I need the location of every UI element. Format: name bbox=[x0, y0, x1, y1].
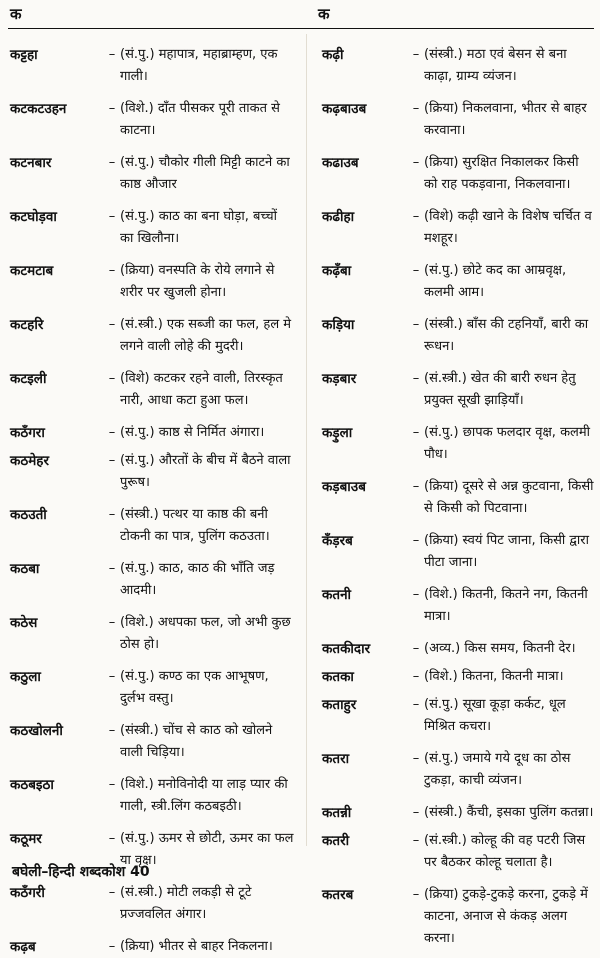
entry-dash: – bbox=[412, 155, 420, 170]
dictionary-entry bbox=[10, 882, 294, 926]
entry-dash: – bbox=[108, 669, 116, 684]
dictionary-entry bbox=[322, 368, 594, 412]
page-footer: बघेली–हिन्दी शब्दकोश 40 bbox=[12, 864, 150, 880]
entry-definition: (सं.स्त्री.) एक सब्जी का फल, हल मे लगने वाली लोहे की मुदरी। bbox=[120, 317, 292, 354]
entry-headword: कड़बार bbox=[322, 371, 357, 387]
entry-dash: – bbox=[412, 669, 420, 684]
right-column bbox=[322, 44, 594, 950]
entry-definition: (सं.पु.) काठ का बना घोड़ा, बच्चों का खिलौना। bbox=[120, 209, 277, 246]
entry-definition: (विशे.) दाँत पीसकर पूरी ताकत से काटना। bbox=[120, 101, 280, 138]
entry-headword: कठमेहर bbox=[10, 453, 49, 469]
entry-headword: कढ़ँबा bbox=[322, 263, 352, 279]
entry-headword: कठूमर bbox=[10, 831, 42, 847]
entry-headword: कताहुर bbox=[322, 697, 357, 713]
entry-definition: (विशे.) मनोविनोदी या लाड़ प्यार की गाली, स्त्री.लिंग कठबइठी। bbox=[120, 777, 288, 814]
entry-dash: – bbox=[412, 263, 420, 278]
entry-headword: कतन्नी bbox=[322, 805, 352, 821]
entry-dash: – bbox=[412, 371, 420, 386]
dictionary-entry bbox=[322, 530, 594, 574]
dictionary-entry bbox=[322, 748, 594, 792]
entry-dash: – bbox=[412, 587, 420, 602]
dictionary-entry bbox=[10, 720, 294, 764]
dictionary-entry bbox=[10, 206, 294, 250]
entry-headword: कठुला bbox=[10, 669, 41, 685]
entry-dash: – bbox=[412, 101, 420, 116]
dictionary-entry bbox=[322, 884, 594, 950]
entry-definition: (सं.स्त्री.) खेत की बारी रुधन हेतु प्रयुक्त सूखी झाड़ियाँ। bbox=[424, 371, 576, 408]
dictionary-entry bbox=[322, 422, 594, 466]
dictionary-entry bbox=[10, 98, 294, 142]
entry-headword: कटघोड़वा bbox=[10, 209, 57, 225]
page-header bbox=[0, 4, 600, 26]
entry-headword: कठबइठा bbox=[10, 777, 54, 793]
entry-headword: कतकीदार bbox=[322, 641, 371, 657]
header-rule bbox=[8, 28, 594, 29]
dictionary-entry bbox=[322, 666, 594, 688]
entry-dash: – bbox=[412, 887, 420, 902]
entry-definition: (सं.पु.) सूखा कूड़ा कर्कट, धूल मिश्रित कचरा। bbox=[424, 697, 566, 734]
dictionary-entry bbox=[10, 368, 294, 412]
entry-dash: – bbox=[108, 371, 116, 386]
entry-headword: कठेस bbox=[10, 615, 38, 631]
dictionary-entry bbox=[10, 314, 294, 358]
dictionary-entry bbox=[10, 612, 294, 656]
entry-definition: (विशे) कटकर रहने वाली, तिरस्कृत नारी, आधा कटा हुआ फल। bbox=[120, 371, 283, 408]
entry-headword: कँड़रब bbox=[322, 533, 353, 549]
entry-headword: कठउती bbox=[10, 507, 47, 523]
entry-dash: – bbox=[412, 425, 420, 440]
entry-definition: (विशे) कढ़ी खाने के विशेष चर्चित व मशहूर। bbox=[424, 209, 592, 246]
entry-headword: कतका bbox=[322, 669, 354, 685]
dictionary-entry bbox=[322, 206, 594, 250]
dictionary-entry bbox=[10, 774, 294, 818]
entry-definition: (क्रिया) टुकड़े-टुकड़े करना, टुकड़े में काटना, अनाज से कंकड़ अलग करना। bbox=[424, 887, 588, 946]
dictionary-entry bbox=[10, 558, 294, 602]
left-column bbox=[10, 44, 294, 958]
dictionary-entry bbox=[322, 476, 594, 520]
entry-dash: – bbox=[108, 101, 116, 116]
entry-headword: कठँगरा bbox=[10, 425, 45, 441]
entry-definition: (क्रिया) वनस्पति के रोये लगाने से शरीर पर खुजली होना। bbox=[120, 263, 275, 300]
entry-definition: (संस्त्री.) चोंच से काठ को खोलने वाली चिड़िया। bbox=[120, 723, 273, 760]
dictionary-entry bbox=[322, 44, 594, 88]
entry-headword: कटनबार bbox=[10, 155, 52, 171]
entry-dash: – bbox=[412, 833, 420, 848]
entry-headword: कड़बाउब bbox=[322, 479, 366, 495]
entry-definition: (सं.स्त्री.) कोल्हू की वह पटरी जिस पर बैठकर कोल्हू चलाता है। bbox=[424, 833, 586, 870]
entry-definition: (सं.पु.) छापक फलदार वृक्ष, कलमी पौध। bbox=[424, 425, 591, 462]
entry-definition: (सं.पु.) ऊमर से छोटी, ऊमर का फल या वृक्ष। bbox=[120, 831, 294, 868]
dictionary-entry bbox=[10, 422, 294, 444]
entry-dash: – bbox=[412, 209, 420, 224]
dictionary-entry bbox=[322, 638, 594, 660]
entry-dash: – bbox=[108, 777, 116, 792]
entry-headword: कट्टहा bbox=[10, 47, 38, 63]
dictionary-entry bbox=[10, 504, 294, 548]
entry-headword: कढ़ब bbox=[10, 939, 36, 955]
entry-definition: (सं.पु.) औरतों के बीच में बैठने वाला पुरूष। bbox=[120, 453, 291, 490]
entry-headword: कतरी bbox=[322, 833, 350, 849]
entry-definition: (सं.स्त्री.) मोटी लकड़ी से टूटे प्रज्जवलित अंगार। bbox=[120, 885, 252, 922]
entry-headword: कढाउब bbox=[322, 155, 359, 171]
entry-definition: (क्रिया) भीतर से बाहर निकलना। bbox=[120, 939, 273, 954]
dictionary-entry bbox=[322, 314, 594, 358]
dictionary-entry bbox=[322, 152, 594, 196]
entry-definition: (संस्त्री.) मठा एवं बेसन से बना काढ़ा, ग्राम्य व्यंजन। bbox=[424, 47, 567, 84]
entry-definition: (विशे.) कितना, कितनी मात्रा। bbox=[424, 669, 564, 684]
entry-definition: (सं.पु.) काठ, काठ की भाँति जड़ आदमी। bbox=[120, 561, 275, 598]
entry-headword: कढ़ी bbox=[322, 47, 344, 63]
entry-dash: – bbox=[412, 697, 420, 712]
entry-definition: (सं.पु.) महापात्र, महाब्राम्हण, एक गाली। bbox=[120, 47, 278, 84]
entry-dash: – bbox=[108, 263, 116, 278]
entry-dash: – bbox=[108, 425, 116, 440]
entry-headword: कतरा bbox=[322, 751, 350, 767]
entry-headword: कटहरि bbox=[10, 317, 44, 333]
entry-dash: – bbox=[412, 751, 420, 766]
entry-dash: – bbox=[108, 885, 116, 900]
entry-headword: कठबा bbox=[10, 561, 40, 577]
entry-headword: कड़िया bbox=[322, 317, 355, 333]
entry-definition: (संस्त्री.) पत्थर या काष्ठ की बनी टोकनी का पात्र, पुलिंग कठउता। bbox=[120, 507, 270, 544]
entry-headword: कटमटाब bbox=[10, 263, 54, 279]
entry-dash: – bbox=[108, 831, 116, 846]
entry-headword: कढ़बाउब bbox=[322, 101, 367, 117]
entry-definition: (अव्य.) किस समय, कितनी देर। bbox=[424, 641, 576, 656]
entry-definition: (संस्त्री.) कैंची, इसका पुलिंग कतन्ना। bbox=[424, 805, 594, 820]
entry-dash: – bbox=[412, 479, 420, 494]
dictionary-entry bbox=[10, 44, 294, 88]
dictionary-entry bbox=[322, 830, 594, 874]
entry-definition: (सं.पु.) जमाये गये दूध का ठोस टुकड़ा, काची व्यंजन। bbox=[424, 751, 571, 788]
entry-headword: कटकटउहन bbox=[10, 101, 67, 117]
entry-headword: कटइली bbox=[10, 371, 47, 387]
entry-definition: (संस्त्री.) बाँस की टहनियाँ, बारी का रूधन। bbox=[424, 317, 589, 354]
column-divider bbox=[306, 34, 307, 846]
entry-dash: – bbox=[108, 155, 116, 170]
dictionary-entry bbox=[10, 450, 294, 494]
entry-headword: कठँगरी bbox=[10, 885, 45, 901]
dictionary-entry bbox=[322, 260, 594, 304]
entry-definition: (क्रिया) निकलवाना, भीतर से बाहर करवाना। bbox=[424, 101, 587, 138]
entry-dash: – bbox=[108, 47, 116, 62]
entry-dash: – bbox=[108, 209, 116, 224]
entry-definition: (विशे.) अधपका फल, जो अभी कुछ ठोस हो। bbox=[120, 615, 291, 652]
entry-dash: – bbox=[108, 507, 116, 522]
entry-definition: (सं.पु.) छोटे कद का आम्रवृक्ष, कलमी आम। bbox=[424, 263, 567, 300]
header-right-letter: क bbox=[318, 5, 330, 23]
entry-dash: – bbox=[108, 723, 116, 738]
header-left-letter: क bbox=[10, 5, 22, 23]
entry-dash: – bbox=[108, 939, 116, 954]
entry-headword: कठखोलनी bbox=[10, 723, 63, 739]
entry-dash: – bbox=[108, 615, 116, 630]
entry-dash: – bbox=[412, 533, 420, 548]
entry-definition: (सं.पु.) कण्ठ का एक आभूषण, दुर्लभ वस्तु। bbox=[120, 669, 269, 706]
entry-dash: – bbox=[412, 641, 420, 656]
entry-headword: कतनी bbox=[322, 587, 352, 603]
entry-definition: (सं.पु.) चौकोर गीली मिट्टी काटने का काष्ठ औजार bbox=[120, 155, 290, 192]
dictionary-entry bbox=[322, 584, 594, 628]
entry-dash: – bbox=[412, 47, 420, 62]
entry-headword: कढीहा bbox=[322, 209, 355, 225]
entry-definition: (क्रिया) स्वयं पिट जाना, किसी द्वारा पीटा जाना। bbox=[424, 533, 589, 570]
dictionary-entry bbox=[10, 260, 294, 304]
entry-dash: – bbox=[412, 805, 420, 820]
dictionary-entry bbox=[10, 152, 294, 196]
dictionary-entry bbox=[322, 98, 594, 142]
dictionary-entry bbox=[10, 666, 294, 710]
entry-dash: – bbox=[108, 453, 116, 468]
entry-definition: (सं.पु.) काष्ठ से निर्मित अंगारा। bbox=[120, 425, 265, 440]
dictionary-entry bbox=[322, 802, 594, 824]
entry-dash: – bbox=[412, 317, 420, 332]
entry-headword: कड़ुला bbox=[322, 425, 353, 441]
dictionary-entry bbox=[10, 936, 294, 958]
entry-dash: – bbox=[108, 317, 116, 332]
dictionary-entry bbox=[322, 694, 594, 738]
entry-definition: (विशे.) कितनी, कितने नग, कितनी मात्रा। bbox=[424, 587, 588, 624]
entry-headword: कतरब bbox=[322, 887, 354, 903]
entry-dash: – bbox=[108, 561, 116, 576]
entry-definition: (क्रिया) दूसरे से अन्न कुटवाना, किसी से किसी को पिटवाना। bbox=[424, 479, 594, 516]
entry-definition: (क्रिया) सुरक्षित निकालकर किसी को राह पकड़वाना, निकलवाना। bbox=[424, 155, 579, 192]
